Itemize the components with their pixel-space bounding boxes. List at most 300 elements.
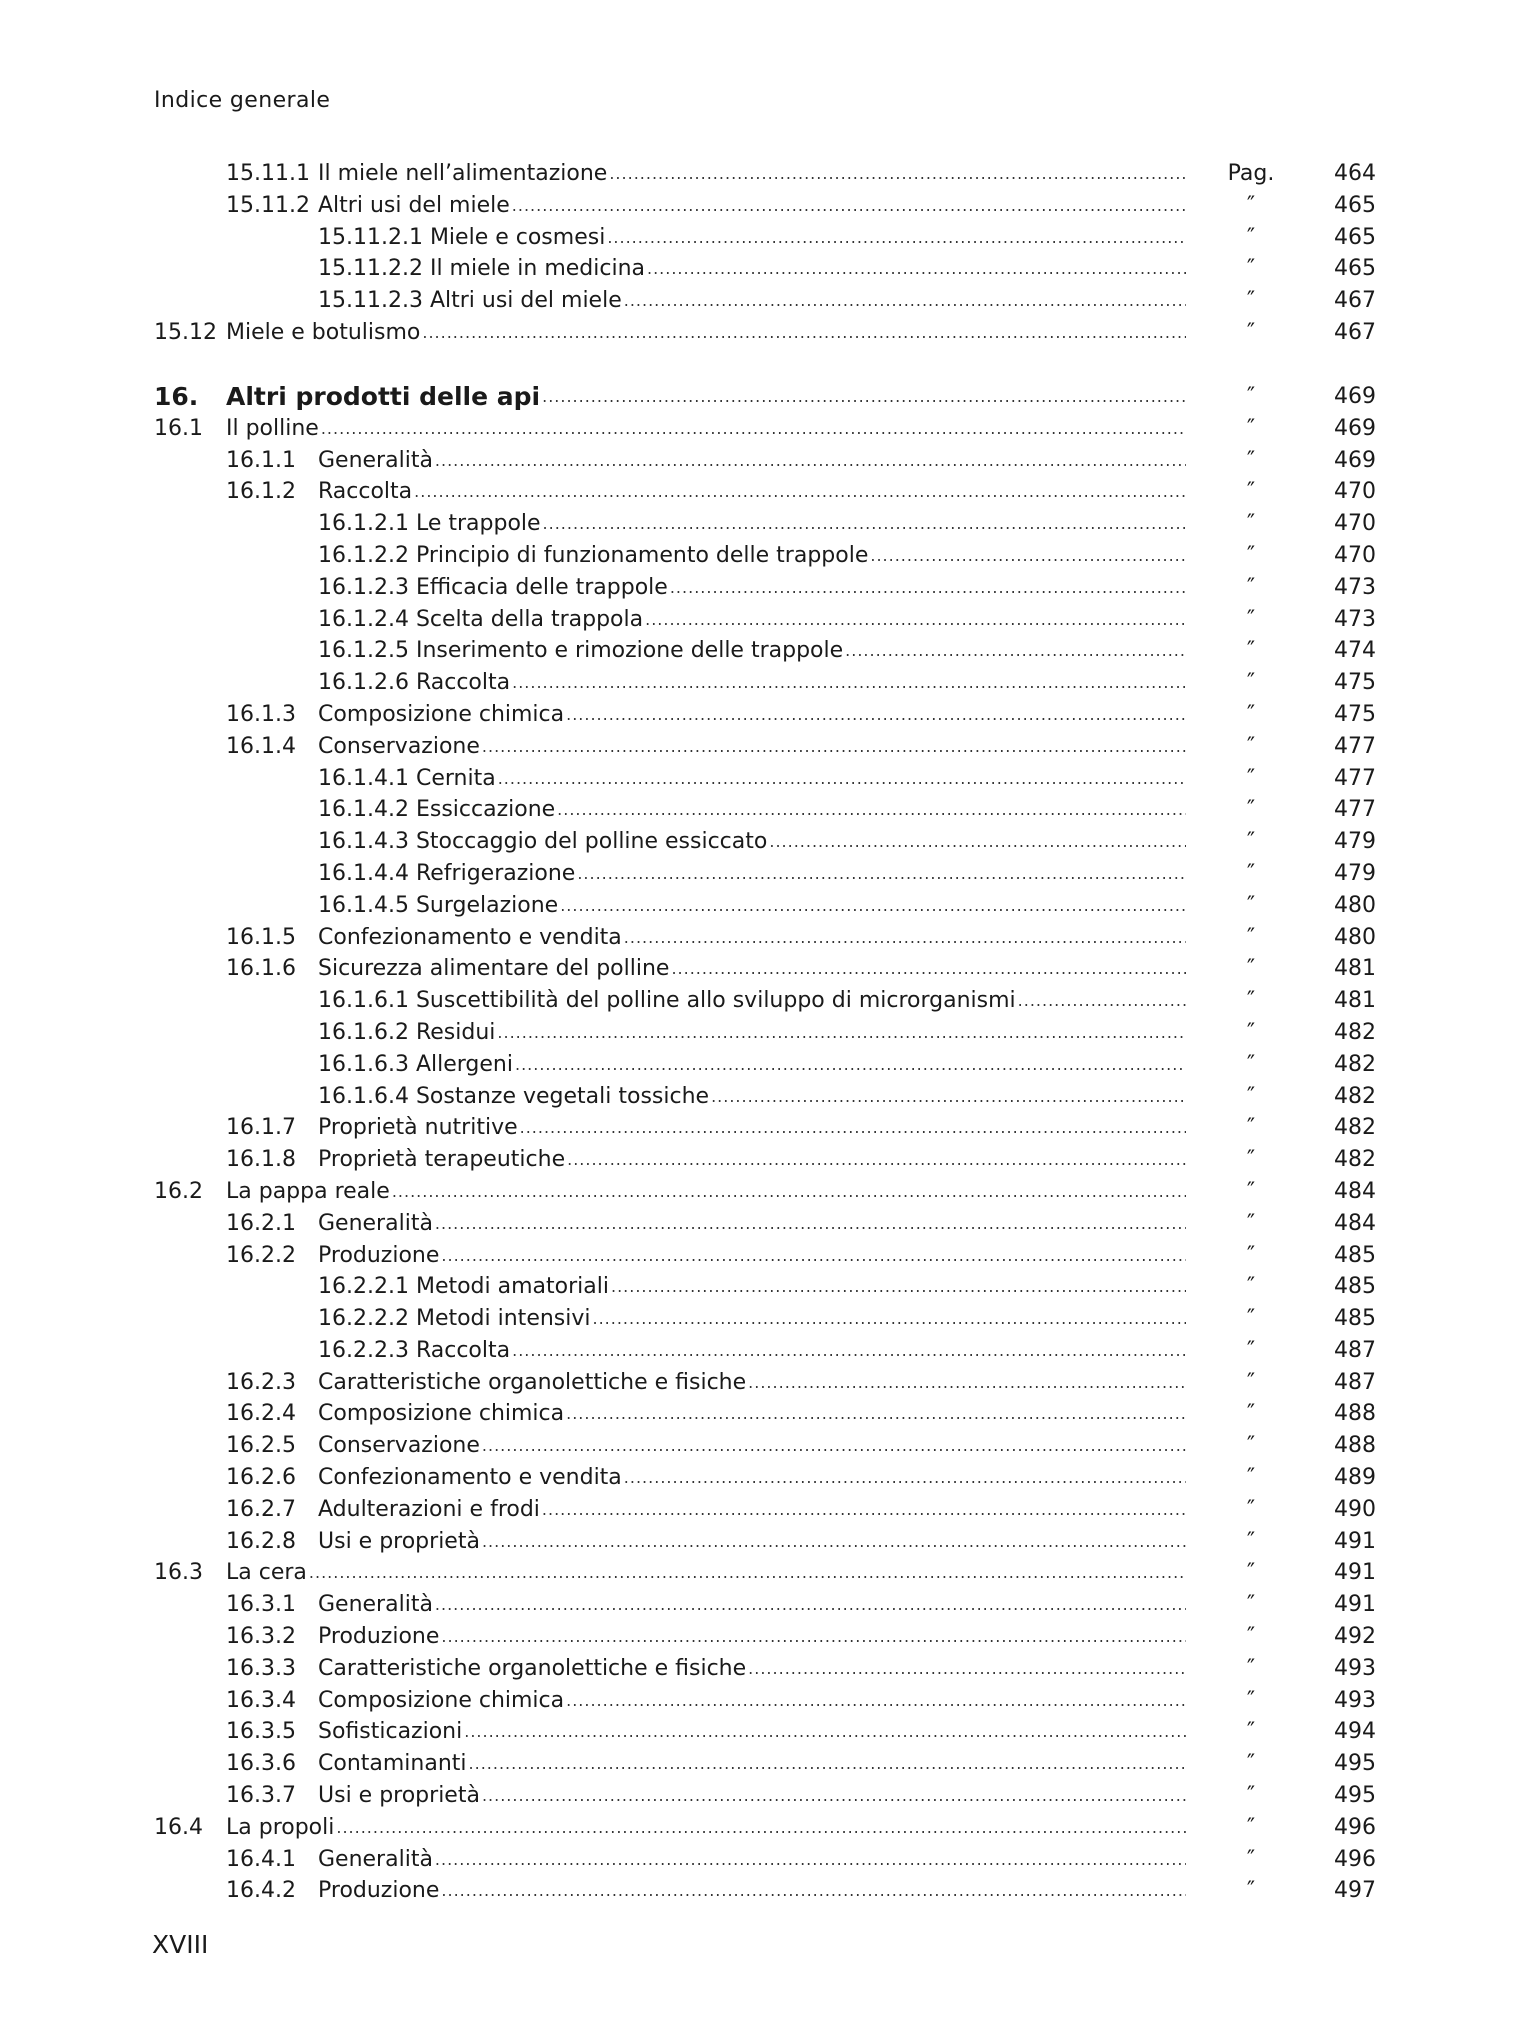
toc-entry [154,222,1376,254]
toc-entry-title: Proprietà nutritive [318,1115,518,1141]
dot-leader [520,1112,1186,1144]
toc-entry [154,476,1376,508]
dot-leader [441,1240,1186,1272]
dot-leader [769,826,1186,858]
toc-page-number: 477 [1334,733,1376,759]
dot-leader [435,445,1186,477]
toc-page-prefix: ″ [1246,1178,1256,1204]
toc-entry-title-line [318,794,1186,826]
dot-leader [441,1621,1186,1653]
toc-page-number: 465 [1334,256,1376,282]
toc-entry-title-line [318,253,1186,285]
toc-entry [154,1589,1376,1621]
toc-entry-number: 16.4.1 [226,1846,296,1872]
toc-entry-number: 16.2.6 [226,1465,296,1491]
toc-page-prefix: ″ [1246,1274,1256,1300]
toc-page-prefix: ″ [1246,1496,1256,1522]
toc-entry-title: Composizione chimica [318,1687,565,1713]
toc-entry [154,1081,1376,1113]
toc-entry-title: Composizione chimica [318,1401,565,1427]
toc-entry-title-line [318,1748,1186,1780]
toc-page-prefix: ″ [1246,1019,1256,1045]
toc-page-number: 482 [1334,1147,1376,1173]
toc-entry-title-line [318,1430,1186,1462]
toc-page-number: 475 [1334,670,1376,696]
toc-entry-title: Produzione [318,1878,440,1904]
toc-page-number: 490 [1334,1496,1376,1522]
toc-entry-number: 16.2.8 [226,1528,296,1554]
toc-entry [154,1780,1376,1812]
toc-entry [154,1208,1376,1240]
toc-entry [154,890,1376,922]
dot-leader [560,890,1186,922]
toc-entry-number: 16.3.2 [226,1624,296,1650]
toc-page-number: 469 [1334,415,1376,441]
toc-page-number: 470 [1334,511,1376,537]
toc-entry-title-line [226,1557,1186,1589]
dot-leader [566,1398,1186,1430]
dot-leader [566,1685,1186,1717]
toc-page-prefix: ″ [1246,192,1256,218]
dot-leader [392,1176,1186,1208]
dot-leader [567,1144,1186,1176]
toc-entry [154,253,1376,285]
toc-entry-title: 16.1.2.5 Inserimento e rimozione delle trappole [318,638,844,664]
toc-entry-title-line [318,572,1186,604]
toc-entry-number: 15.11.2 [226,192,310,218]
toc-entry-title: 16.1.4.4 Refrigerazione [318,860,576,886]
toc-entry-title: Conservazione [318,1433,480,1459]
dot-leader [624,922,1186,954]
toc-page-prefix: ″ [1246,1242,1256,1268]
toc-entry-title: 16.1.2.3 Efficacia delle trappole [318,574,668,600]
toc-entry-title-line [318,1716,1186,1748]
toc-entry [154,1017,1376,1049]
toc-page-number: 480 [1334,924,1376,950]
toc-entry-title: La cera [226,1560,307,1586]
toc-entry-number: 16.2.4 [226,1401,296,1427]
dot-leader [309,1557,1186,1589]
toc-entry-number: 16. [154,381,199,411]
toc-page-number: 491 [1334,1528,1376,1554]
toc-entry-number: 16.1.6 [226,956,296,982]
dot-leader [645,604,1186,636]
dot-leader [321,413,1186,445]
toc-entry-title: Usi e proprietà [318,1783,480,1809]
toc-entry-title-line [318,1144,1186,1176]
toc-entry-title: 16.1.6.4 Sostanze vegetali tossiche [318,1083,710,1109]
toc-entry [154,1144,1376,1176]
toc-entry-title: Generalità [318,1210,433,1236]
dot-leader [577,858,1186,890]
dot-leader [435,1208,1186,1240]
dot-leader [498,763,1186,795]
toc-entry-title-line [318,1653,1186,1685]
toc-entry [154,1557,1376,1589]
toc-entry-number: 16.1.2 [226,479,296,505]
dot-leader [435,1844,1186,1876]
toc-page-number: 482 [1334,1115,1376,1141]
toc-entry-title-line [318,1240,1186,1272]
toc-page-prefix: ″ [1246,892,1256,918]
toc-entry-title: Usi e proprietà [318,1528,480,1554]
toc-entry [154,413,1376,445]
toc-page-prefix: ″ [1246,1687,1256,1713]
toc-entry-title-line [318,953,1186,985]
toc-entry-number: 16.3.7 [226,1783,296,1809]
toc-entry-title-line [318,1844,1186,1876]
toc-entry-title: Raccolta [318,479,413,505]
toc-page-prefix: ″ [1246,1878,1256,1904]
dot-leader [464,1716,1186,1748]
toc-entry-title: Confezionamento e vendita [318,1465,622,1491]
toc-page-number: 473 [1334,574,1376,600]
toc-page-number: 493 [1334,1655,1376,1681]
toc-entry-number: 15.11.1 [226,161,310,186]
toc-entry-title-line [318,1589,1186,1621]
toc-page-prefix: ″ [1246,1115,1256,1141]
toc-page-prefix: ″ [1246,797,1256,823]
toc-entry [154,635,1376,667]
dot-leader [441,1875,1186,1907]
toc-entry [154,763,1376,795]
toc-page-prefix: ″ [1246,319,1256,345]
toc-entry-title: 16.1.2.2 Principio di funzionamento delle trappole [318,542,869,568]
dot-leader [593,1303,1187,1335]
dot-leader [414,476,1186,508]
toc-entry-number: 16.1.7 [226,1115,296,1141]
toc-entry-title: La propoli [226,1814,335,1840]
toc-chapter-entry [154,381,1376,413]
toc-entry [154,731,1376,763]
toc-entry [154,1335,1376,1367]
toc-entry-number: 16.3 [154,1560,203,1586]
dot-leader [607,222,1186,254]
table-of-contents [154,158,1376,1907]
toc-entry-title: Adulterazioni e frodi [318,1496,540,1522]
dot-leader [748,1367,1186,1399]
toc-entry-title-line [226,1176,1186,1208]
toc-page-prefix: ″ [1246,988,1256,1014]
toc-page-number: 485 [1334,1306,1376,1332]
toc-page-prefix: ″ [1246,479,1256,505]
toc-entry-title-line [318,190,1186,222]
toc-page-prefix: ″ [1246,1846,1256,1872]
toc-entry [154,1271,1376,1303]
toc-page-prefix: ″ [1246,447,1256,473]
toc-entry-title-line [318,635,1186,667]
toc-entry-title-line [318,476,1186,508]
toc-entry-title: Sofisticazioni [318,1719,463,1745]
toc-entry-title-line [226,381,1186,413]
toc-entry-title: 15.11.2.3 Altri usi del miele [318,288,622,314]
toc-page-prefix: ″ [1246,1592,1256,1618]
toc-entry-number: 16.1.1 [226,447,296,473]
toc-page-prefix: ″ [1246,511,1256,537]
toc-entry-title: Altri usi del miele [318,192,510,218]
toc-entry-title: Confezionamento e vendita [318,924,622,950]
toc-page-prefix: ″ [1246,765,1256,791]
toc-page-number: 479 [1334,860,1376,886]
toc-entry [154,1716,1376,1748]
toc-entry-title: 16.2.2.3 Raccolta [318,1337,511,1363]
toc-entry-title: 16.1.4.3 Stoccaggio del polline essiccato [318,829,768,855]
toc-entry-title: Il polline [226,415,319,441]
dot-leader [435,1589,1186,1621]
toc-page-number: 475 [1334,701,1376,727]
toc-entry-title-line [318,1494,1186,1526]
toc-entry-title: Caratteristiche organolettiche e fisiche [318,1655,747,1681]
toc-entry-title-line [318,1875,1186,1907]
toc-entry-number: 16.1 [154,415,203,441]
dot-leader [336,1812,1186,1844]
toc-page-number: 493 [1334,1687,1376,1713]
toc-page-prefix: ″ [1246,1051,1256,1077]
toc-entry-title: Generalità [318,1846,433,1872]
toc-page-prefix: ″ [1246,542,1256,568]
toc-page-prefix: ″ [1246,1147,1256,1173]
toc-page-prefix: ″ [1246,383,1256,409]
toc-entry-title-line [318,222,1186,254]
dot-leader [512,1335,1186,1367]
toc-entry [154,1049,1376,1081]
toc-entry [154,285,1376,317]
toc-entry-title-line [318,285,1186,317]
toc-entry-title: Contaminanti [318,1751,467,1777]
toc-page-prefix: ″ [1246,415,1256,441]
toc-page-number: 488 [1334,1433,1376,1459]
toc-page-prefix: ″ [1246,1528,1256,1554]
toc-page-number: 465 [1334,224,1376,250]
dot-leader [482,1526,1186,1558]
toc-entry [154,1398,1376,1430]
toc-entry-title: 16.1.2.6 Raccolta [318,670,511,696]
toc-entry-title-line [318,763,1186,795]
dot-leader [515,1049,1186,1081]
toc-page-prefix: ″ [1246,1719,1256,1745]
toc-entry-title-line [318,699,1186,731]
toc-entry-title: 16.1.6.3 Allergeni [318,1051,513,1077]
toc-entry [154,1430,1376,1462]
toc-entry-number: 16.2.7 [226,1496,296,1522]
toc-entry [154,953,1376,985]
toc-entry [154,1303,1376,1335]
toc-entry-title: Proprietà terapeutiche [318,1147,566,1173]
running-header: Indice generale [154,88,331,113]
dot-leader [609,158,1186,190]
folio-page-number: XVIII [152,1930,209,1959]
toc-entry-title-line [318,667,1186,699]
toc-entry [154,1240,1376,1272]
toc-page-number: 477 [1334,765,1376,791]
toc-page-prefix: ″ [1246,956,1256,982]
toc-entry [154,1176,1376,1208]
dot-leader [1018,985,1186,1017]
toc-entry-title: 16.2.2.1 Metodi amatoriali [318,1274,609,1300]
toc-page-number: 473 [1334,606,1376,632]
dot-leader [671,953,1186,985]
dot-leader [670,572,1186,604]
toc-entry [154,445,1376,477]
toc-entry-title: 16.1.6.2 Residui [318,1019,496,1045]
toc-entry-title-line [318,1112,1186,1144]
toc-entry-number: 16.2 [154,1178,203,1204]
toc-page-prefix: ″ [1246,1433,1256,1459]
toc-entry-title-line [318,985,1186,1017]
dot-leader [469,1748,1186,1780]
toc-entry-title-line [318,1208,1186,1240]
toc-entry-number: 16.2.5 [226,1433,296,1459]
toc-entry-title: 15.11.2.1 Miele e cosmesi [318,224,606,250]
toc-page-prefix: ″ [1246,1560,1256,1586]
dot-leader [647,253,1186,285]
toc-entry-title: Generalità [318,1592,433,1618]
toc-entry-title: 16.1.4.5 Surgelazione [318,892,559,918]
toc-entry-number: 16.3.4 [226,1687,296,1713]
toc-entry [154,1812,1376,1844]
toc-entry [154,1875,1376,1907]
toc-entry-number: 15.12 [154,319,217,345]
toc-page-prefix: ″ [1246,1655,1256,1681]
toc-entry [154,317,1376,349]
toc-page-number: 481 [1334,988,1376,1014]
toc-entry [154,794,1376,826]
dot-leader [482,731,1186,763]
dot-leader [557,794,1186,826]
toc-page-number: 469 [1334,383,1376,409]
toc-entry [154,1112,1376,1144]
toc-page-prefix: ″ [1246,256,1256,282]
toc-page-prefix: ″ [1246,1783,1256,1809]
toc-entry [154,922,1376,954]
toc-entry [154,508,1376,540]
dot-leader [512,667,1186,699]
toc-entry-title-line [318,1081,1186,1113]
toc-page-prefix: ″ [1246,924,1256,950]
toc-page-number: 482 [1334,1083,1376,1109]
toc-entry-title-line [318,158,1186,190]
toc-page-number: 464 [1334,161,1376,186]
toc-page-prefix: ″ [1246,670,1256,696]
toc-entry [154,190,1376,222]
toc-entry-title-line [318,1526,1186,1558]
toc-entry [154,1621,1376,1653]
toc-entry-title-line [318,1049,1186,1081]
toc-entry-number: 16.3.6 [226,1751,296,1777]
toc-entry-number: 16.3.1 [226,1592,296,1618]
toc-entry-title: 16.2.2.2 Metodi intensivi [318,1306,591,1332]
dot-leader [542,381,1186,413]
toc-entry [154,858,1376,890]
toc-entry-title-line [318,826,1186,858]
toc-entry-title-line [318,890,1186,922]
toc-page-number: 497 [1334,1878,1376,1904]
dot-leader [748,1653,1186,1685]
toc-entry-title: 16.1.6.1 Suscettibilità del polline allo sviluppo di microrganismi [318,988,1016,1014]
dot-leader [611,1271,1186,1303]
toc-page-prefix: ″ [1246,638,1256,664]
toc-page-prefix: ″ [1246,1083,1256,1109]
toc-page-prefix: ″ [1246,1306,1256,1332]
toc-entry-number: 16.1.4 [226,733,296,759]
toc-entry-title-line [318,858,1186,890]
toc-entry-title: 16.1.4.2 Essiccazione [318,797,556,823]
toc-page-number: 491 [1334,1560,1376,1586]
dot-leader [711,1081,1186,1113]
toc-entry-title-line [226,317,1186,349]
toc-page-number: 487 [1334,1369,1376,1395]
toc-page-number: 487 [1334,1337,1376,1363]
toc-page-number: 492 [1334,1624,1376,1650]
toc-entry [154,1748,1376,1780]
toc-entry-title-line [318,731,1186,763]
toc-entry-number: 16.3.5 [226,1719,296,1745]
toc-page-number: 470 [1334,479,1376,505]
toc-entry-title: Altri prodotti delle api [226,381,541,411]
toc-entry-number: 16.2.3 [226,1369,296,1395]
toc-page-number: 491 [1334,1592,1376,1618]
toc-entry [154,1526,1376,1558]
toc-page-prefix: ″ [1246,1624,1256,1650]
toc-entry-title: Composizione chimica [318,701,565,727]
toc-entry-title: Miele e botulismo [226,319,421,345]
toc-entry-title-line [318,1271,1186,1303]
toc-entry-title: 16.1.4.1 Cernita [318,765,496,791]
toc-entry-title-line [318,1398,1186,1430]
toc-entry-title-line [318,1303,1186,1335]
dot-leader [422,317,1186,349]
toc-page-number: 488 [1334,1401,1376,1427]
toc-entry [154,1462,1376,1494]
toc-entry [154,1653,1376,1685]
toc-page-number: 484 [1334,1178,1376,1204]
toc-page-prefix: ″ [1246,1369,1256,1395]
toc-entry [154,158,1376,190]
toc-entry [154,1685,1376,1717]
toc-page-number: 489 [1334,1465,1376,1491]
toc-entry-title: Produzione [318,1242,440,1268]
toc-entry-title: La pappa reale [226,1178,390,1204]
toc-entry-number: 16.4.2 [226,1878,296,1904]
toc-page-number: 470 [1334,542,1376,568]
toc-entry-title-line [318,508,1186,540]
toc-page-number: 477 [1334,797,1376,823]
toc-entry-title: 16.1.2.1 Le trappole [318,511,541,537]
toc-page-prefix: ″ [1246,606,1256,632]
toc-entry [154,1844,1376,1876]
toc-entry-number: 16.2.1 [226,1210,296,1236]
dot-leader [497,1017,1186,1049]
toc-page-prefix: ″ [1246,224,1256,250]
toc-entry [154,1367,1376,1399]
toc-entry [154,572,1376,604]
dot-leader [542,1494,1186,1526]
toc-page-prefix: ″ [1246,1751,1256,1777]
toc-page-prefix: ″ [1246,1210,1256,1236]
toc-entry-number: 16.1.3 [226,701,296,727]
dot-leader [624,1462,1186,1494]
dot-leader [512,190,1186,222]
toc-entry-number: 16.4 [154,1814,203,1840]
toc-entry-number: 16.2.2 [226,1242,296,1268]
toc-page-number: 465 [1334,192,1376,218]
toc-page-number: 485 [1334,1274,1376,1300]
dot-leader [482,1430,1186,1462]
toc-page-number: 485 [1334,1242,1376,1268]
toc-page-prefix: ″ [1246,1401,1256,1427]
toc-page-number: 496 [1334,1814,1376,1840]
toc-entry-title-line [318,1335,1186,1367]
